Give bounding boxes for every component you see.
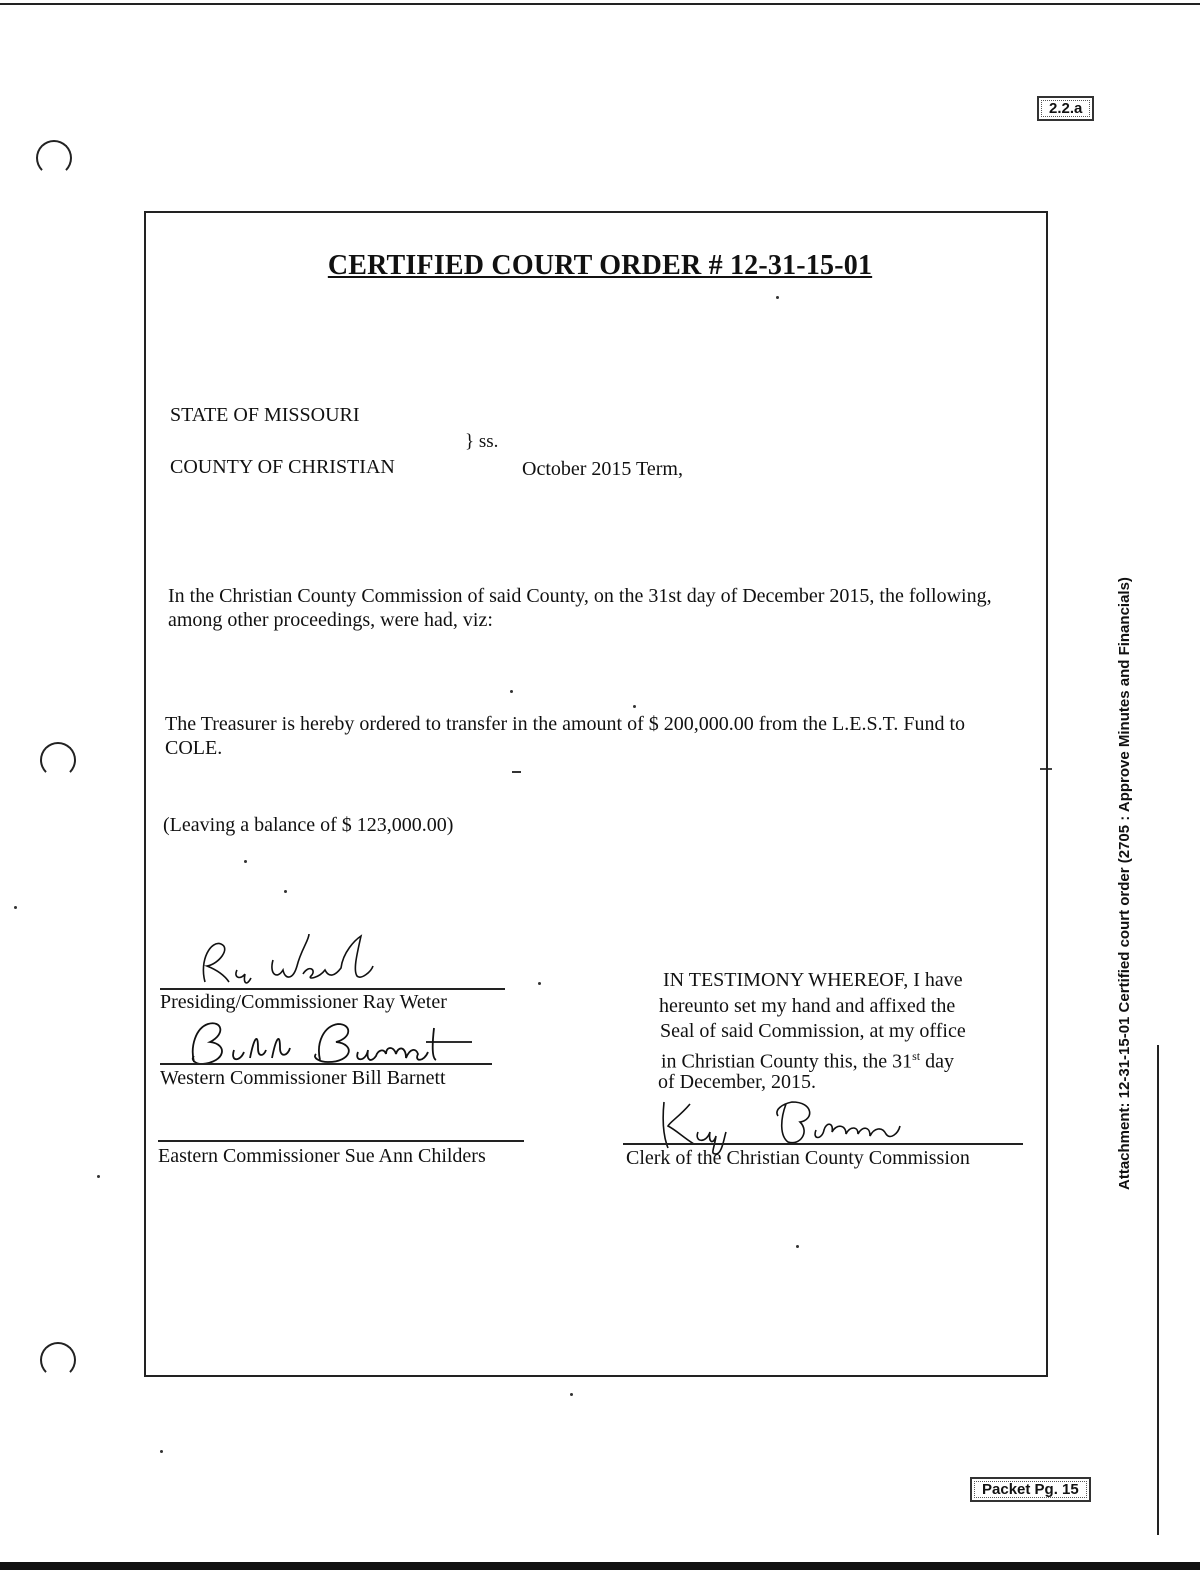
clerk-label: Clerk of the Christian County Commission	[626, 1147, 970, 1169]
testimony-line-4-end: day	[920, 1050, 955, 1073]
scan-speck	[510, 690, 513, 693]
testimony-line-4-text: in Christian County this, the 31	[661, 1050, 913, 1073]
testimony-line-5: of December, 2015.	[658, 1071, 817, 1093]
intro-paragraph: In the Christian County Commission of said County, on the 31st day of December 2015, the following, among other proceedings, were had, viz:	[168, 585, 992, 631]
scan-speck	[284, 890, 287, 893]
scan-speck	[633, 705, 636, 708]
top-edge-rule	[0, 3, 1200, 5]
testimony-line-3: Seal of said Commission, at my office	[660, 1020, 966, 1042]
bottom-edge-rule	[0, 1562, 1200, 1570]
scan-speck	[796, 1245, 799, 1248]
term-label: October 2015 Term,	[522, 458, 683, 480]
testimony-ordinal-suffix: st	[912, 1049, 921, 1063]
scan-speck	[244, 860, 247, 863]
punch-hole-top	[36, 140, 72, 176]
testimony-line-2: hereunto set my hand and affixed the	[659, 995, 956, 1017]
attachment-side-label: Attachment: 12-31-15-01 Certified court order (2705 : Approve Minutes and Financials)	[1116, 577, 1133, 1190]
margin-rule	[1157, 1045, 1159, 1535]
testimony-line-1: IN TESTIMONY WHEREOF, I have	[663, 969, 963, 991]
scan-speck	[160, 1450, 163, 1453]
signature-line-clerk	[623, 1143, 1023, 1145]
county-label: COUNTY OF CHRISTIAN	[170, 456, 395, 478]
state-label: STATE OF MISSOURI	[170, 404, 360, 426]
scan-speck	[97, 1175, 100, 1178]
scan-speck	[776, 296, 779, 299]
signature-ray-weter	[185, 930, 385, 990]
balance-note: (Leaving a balance of $ 123,000.00)	[163, 814, 454, 836]
scan-speck	[14, 906, 17, 909]
ss-mark: } ss.	[465, 431, 499, 452]
punch-hole-middle	[40, 742, 76, 778]
agenda-item-tag: 2.2.a	[1037, 96, 1094, 121]
signature-bill-barnett	[180, 1018, 480, 1068]
document-frame	[144, 211, 1048, 1377]
scan-speck	[512, 771, 521, 773]
document-title: CERTIFIED COURT ORDER # 12-31-15-01	[327, 250, 873, 281]
western-commissioner-label: Western Commissioner Bill Barnett	[160, 1067, 446, 1089]
packet-page-tag: Packet Pg. 15	[970, 1477, 1091, 1502]
signature-line-western	[160, 1063, 492, 1065]
scan-speck	[570, 1393, 573, 1396]
presiding-commissioner-label: Presiding/Commissioner Ray Weter	[160, 991, 447, 1013]
order-paragraph: The Treasurer is hereby ordered to transfer in the amount of $ 200,000.00 from the L.E.S.T. Fund to COLE.	[165, 713, 966, 759]
eastern-commissioner-label: Eastern Commissioner Sue Ann Childers	[158, 1145, 486, 1167]
signature-line-eastern	[158, 1140, 524, 1142]
scan-speck	[538, 982, 541, 985]
punch-hole-bottom	[40, 1342, 76, 1378]
